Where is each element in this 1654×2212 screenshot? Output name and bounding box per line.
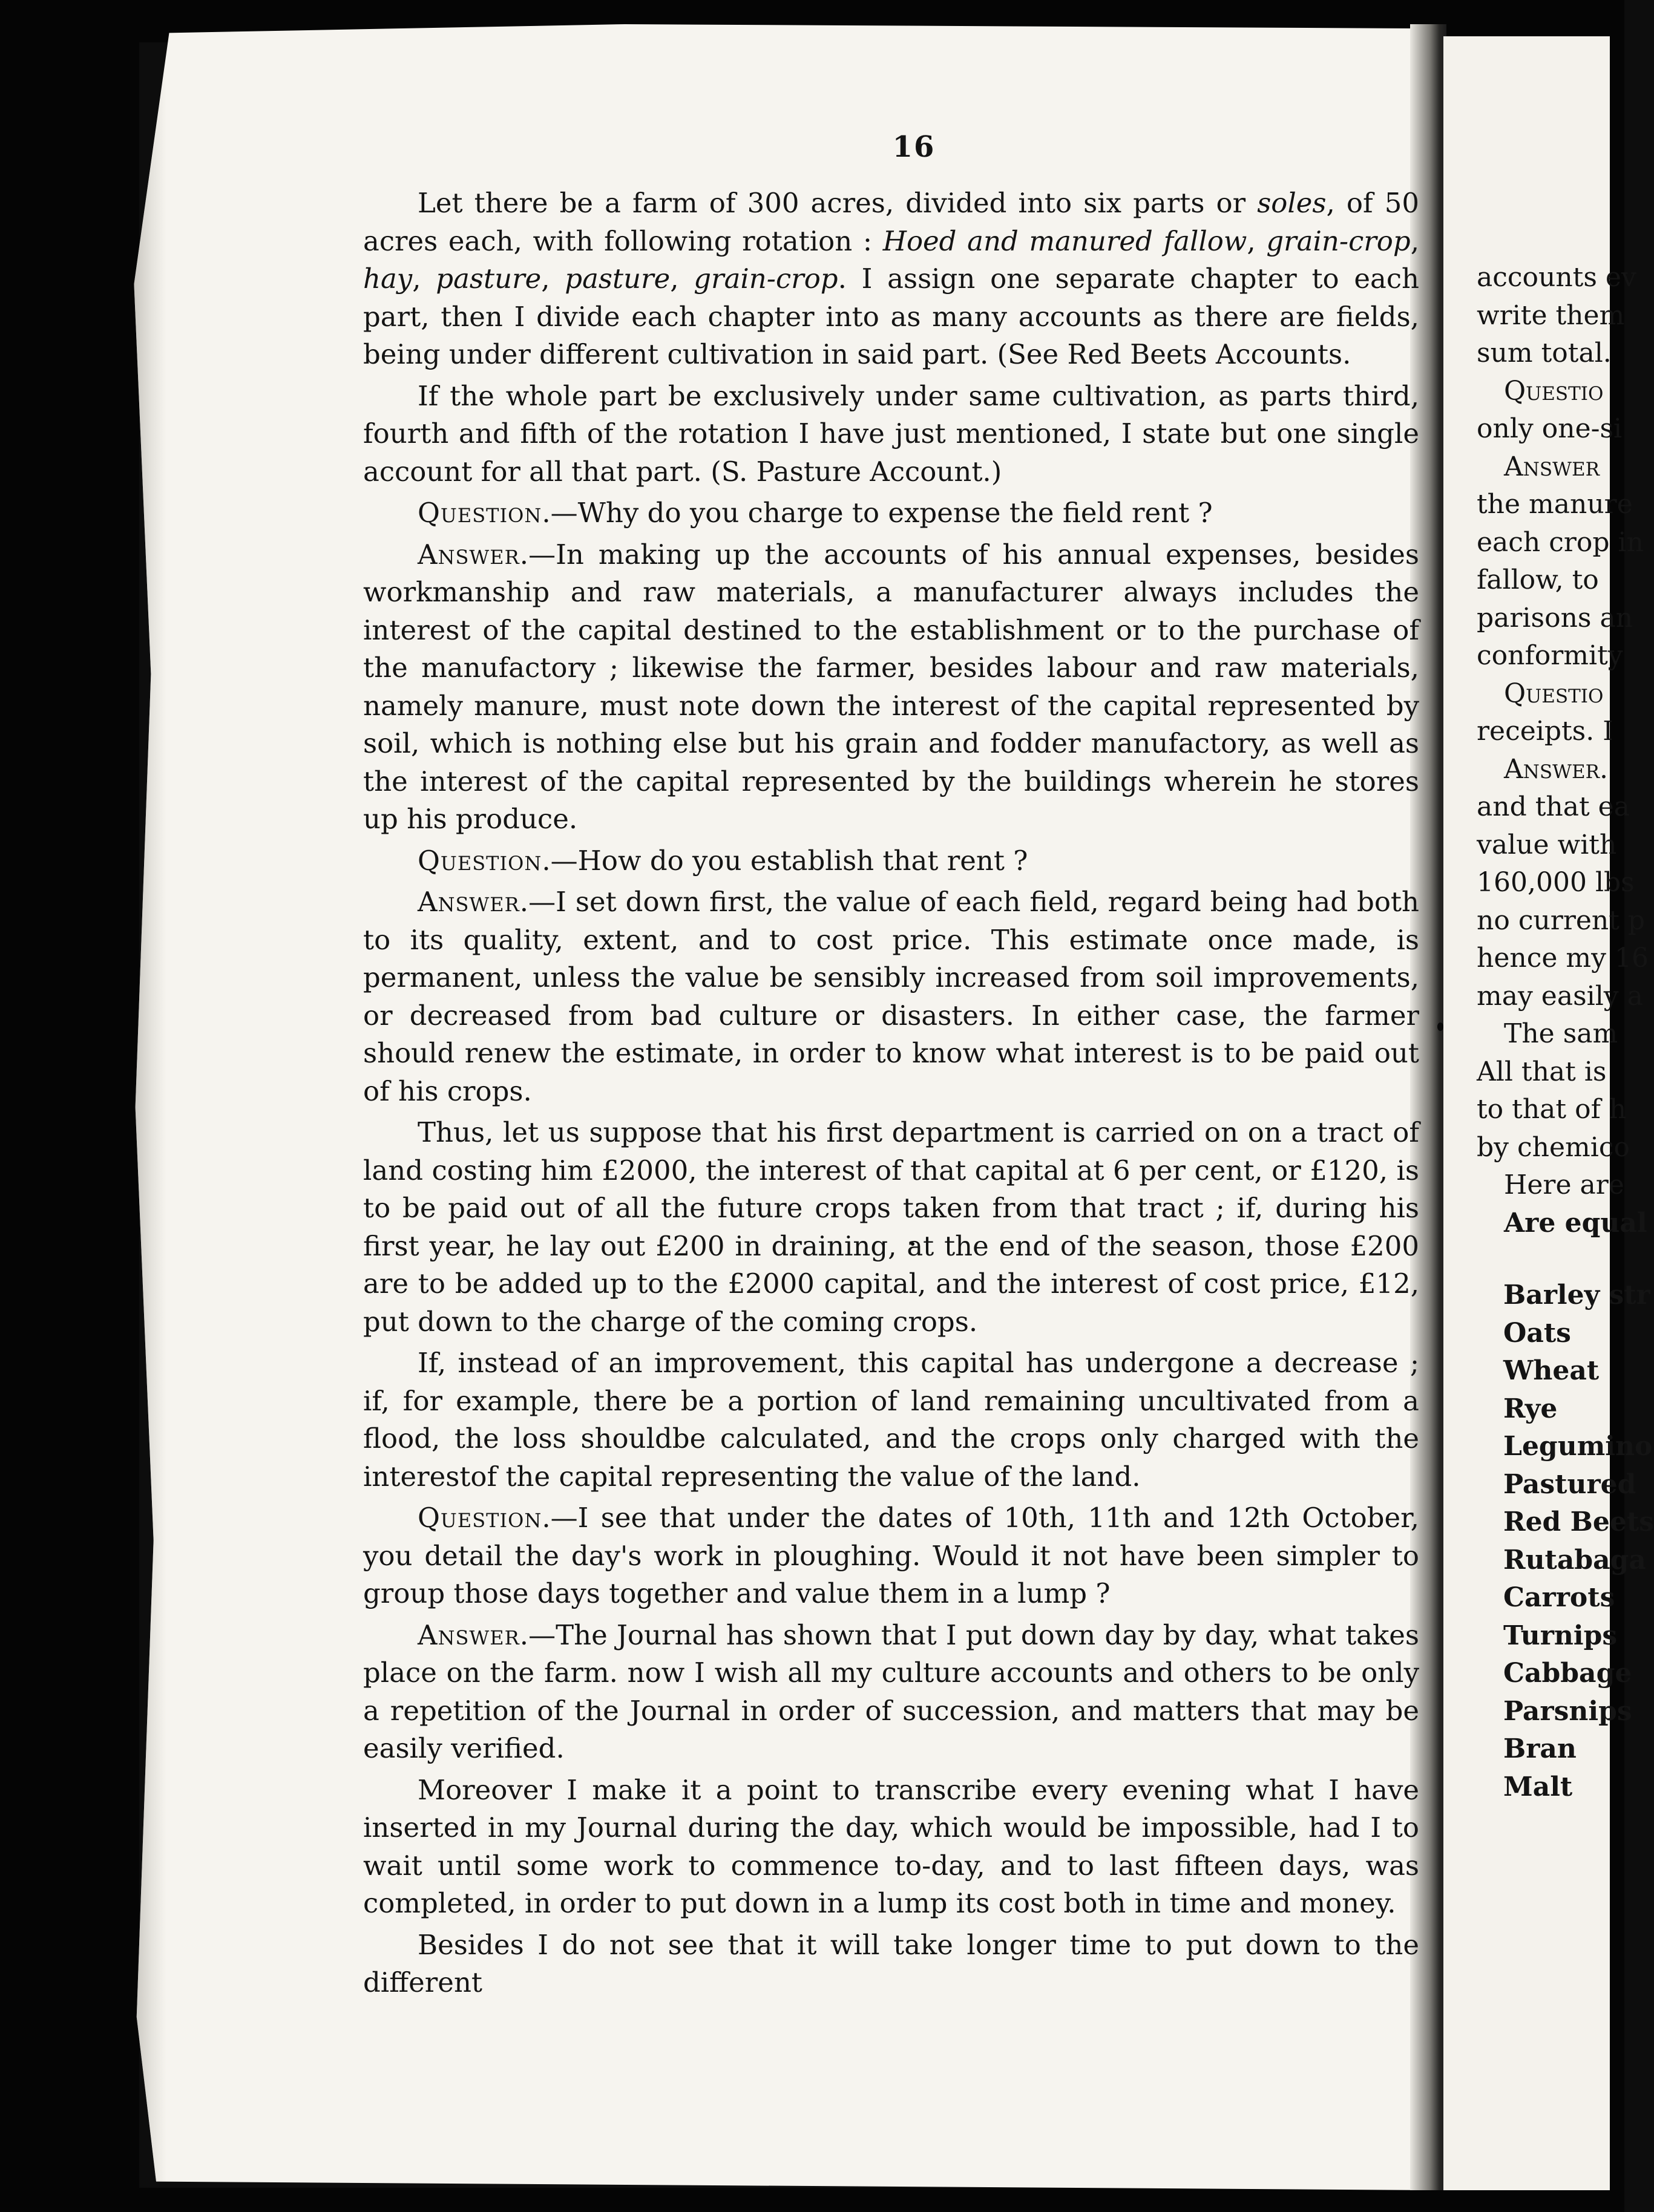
paragraph	[363, 1926, 1419, 2002]
feed-list-item: Legumino	[1503, 1431, 1653, 1462]
scan-border-left	[0, 0, 139, 2212]
italic-term: pasture	[565, 263, 671, 295]
right-page-line: no current p	[1477, 905, 1646, 936]
italic-term: pasture	[436, 263, 542, 295]
speaker-label: Question	[418, 497, 542, 529]
text-run: .—I set down first, the value of each field, regard being had both to its quality, extent, and to cost price. This estimate once made, is permanent, unless the value be sensibly increased from soil improvements, or decreased from bad culture or disasters. In either case, the farmer should renew the estimate, in order to know what interest is to be paid out of his crops.	[363, 886, 1419, 1107]
feed-list-item: Oats	[1503, 1317, 1571, 1349]
main-text-column	[363, 185, 1419, 2002]
feed-list-item: Wheat	[1503, 1355, 1600, 1386]
italic-term: soles	[1257, 187, 1327, 219]
text-run: ,	[541, 263, 565, 295]
feed-list-item: Parsnips	[1503, 1695, 1632, 1727]
feed-list-item: Pastured	[1503, 1468, 1636, 1500]
right-page-feed-list	[1503, 1277, 1654, 1806]
ink-speck	[1437, 1023, 1443, 1031]
paragraph	[363, 378, 1419, 491]
text-run: If, instead of an improvement, this capital has undergone a decrease ; if, for example, there be a portion of land remaining uncultivated from a flood, the loss shouldbe calculated, and the crops only charged with the interestof the capital representing the value of the land.	[363, 1347, 1419, 1493]
feed-list-item: Turnips	[1503, 1620, 1618, 1651]
italic-term: hay	[363, 263, 413, 295]
text-run: Moreover I make it a point to transcribe every evening what I have inserted in my Journal during the day, which would be impossible, had I to wait until some work to commence to-day, and to last fifteen days, was completed, in order to put down in a lump its cost both in time and money.	[363, 1773, 1419, 1919]
text-run: .—In making up the accounts of his annual expenses, besides workmanship and raw materials, a manufacturer always includes the interest of the capital destined to the establishment or to the purchase of the manufactory ; likewise the farmer, besides labour and raw materials, namely manure, must note down the interest of the capital represented by soil, which is nothing else but his grain and fodder manufactory, as well as the interest of the capital represented by the buildings wherein he stores up his produce.	[363, 538, 1419, 835]
right-page-line: Answer	[1504, 451, 1600, 482]
text-run: ,	[412, 263, 436, 295]
paragraph	[363, 1499, 1419, 1613]
paragraph	[363, 1772, 1419, 1923]
text-run: Let there be a farm of 300 acres, divided into six parts or	[418, 187, 1258, 219]
right-page-line: fallow, to	[1477, 564, 1599, 595]
right-page-line: Are equal	[1504, 1207, 1647, 1239]
right-page-line: the manure	[1477, 489, 1633, 520]
right-page-line: Questio	[1504, 375, 1604, 407]
speaker-label: Question	[418, 1502, 542, 1534]
speaker-label: Answer	[418, 1618, 520, 1651]
right-page-line: hence my 16	[1477, 943, 1649, 973]
right-page-line: write them	[1477, 299, 1625, 331]
speaker-label: Answer	[418, 886, 520, 918]
right-page-line: 160,000 lbs	[1477, 867, 1635, 898]
right-page-line: receipts. I	[1477, 716, 1613, 747]
text-run: Besides I do not see that it will take longer time to put down to the different	[363, 1928, 1419, 1998]
paragraph	[363, 883, 1419, 1110]
right-page-line: sum total.	[1477, 338, 1612, 368]
feed-list-item: Red Beets	[1503, 1507, 1654, 1537]
right-page-line: accounts ev	[1477, 262, 1636, 293]
text-run: , of 50 acres each, with following rotation :	[363, 187, 1419, 257]
right-page-line: by chemico	[1477, 1131, 1630, 1163]
speaker-label: Answer	[418, 538, 520, 571]
paragraph	[363, 536, 1419, 839]
right-page-line: may easily a	[1477, 980, 1643, 1012]
page-number: 16	[892, 130, 936, 164]
speaker-label: Question	[418, 844, 542, 877]
right-page-line: The sam	[1504, 1018, 1618, 1049]
paragraph	[363, 1344, 1419, 1496]
feed-list-item: Carrots	[1503, 1582, 1615, 1613]
paragraph	[363, 842, 1419, 880]
paragraph	[363, 185, 1419, 374]
text-run: .—How do you establish that rent ?	[542, 844, 1028, 877]
feed-list-item: Malt	[1503, 1771, 1573, 1802]
right-page-line: conformity	[1477, 640, 1623, 671]
feed-list-item: Cabbage	[1503, 1658, 1632, 1689]
feed-list-item: Rutabaga	[1503, 1544, 1646, 1576]
feed-list-item: Barley str	[1503, 1280, 1650, 1311]
paragraph	[363, 1617, 1419, 1768]
right-page-line: All that is	[1477, 1056, 1607, 1087]
right-page-line: Answer.	[1504, 753, 1608, 785]
text-run: . I assign one separate chapter to each part, then I divide each chapter into as many accounts as there are fields, being under different cultivation in said part. (See Red Beets Accounts.	[363, 263, 1420, 370]
text-run: ,	[1410, 224, 1419, 257]
text-run: If the whole part be exclusively under same cultivation, as parts third, fourth and fifth of the rotation I have just mentioned, I state but one single account for all that part. (S. Pasture Account.)	[363, 379, 1419, 488]
italic-term: grain-crop	[1266, 224, 1411, 257]
feed-list-item: Bran	[1503, 1733, 1577, 1764]
right-page-line: parisons an	[1477, 602, 1633, 633]
italic-term: Hoed and manured fallow	[882, 224, 1247, 257]
right-page-line: value with	[1477, 829, 1617, 860]
right-page-line: each crop in	[1477, 526, 1644, 558]
right-page-line: only one-si	[1477, 413, 1623, 444]
scan-border-bottom	[0, 2188, 1624, 2212]
right-page-text	[1477, 259, 1649, 1242]
paragraph	[363, 1114, 1419, 1341]
paragraph	[363, 494, 1419, 532]
right-page-line: Questio	[1504, 678, 1604, 709]
text-run: Thus, let us suppose that his first department is carried on on a tract of land costing him £2000, the interest of that capital at 6 per cent, or £120, is to be paid out of all the future crops taken from that tract ; if, during his first year, he lay out £200 in draining, at the end of the season, those £200 are to be added up to the £2000 capital, and the interest of cost price, £12, put down to the charge of the coming crops.	[363, 1116, 1419, 1338]
italic-term: grain-crop	[694, 263, 838, 295]
feed-list-item: Rye	[1503, 1393, 1558, 1424]
text-run: ,	[670, 263, 694, 295]
text-run: .—I see that under the dates of 10th, 11th and 12th October, you detail the day's work in ploughing. Would it not have been simpler to group those days together and value them in a lump ?	[363, 1502, 1419, 1609]
text-run: ,	[1247, 224, 1267, 257]
right-page-line: to that of h	[1477, 1094, 1627, 1125]
right-page-line: and that ea	[1477, 791, 1630, 822]
text-run: .—Why do you charge to expense the field rent ?	[542, 497, 1213, 529]
right-page-line: Here are	[1504, 1170, 1624, 1200]
text-run: .—The Journal has shown that I put down day by day, what takes place on the farm. now I wish all my culture accounts and others to be only a repetition of the Journal in order of succession, and matters that may be easily verified.	[363, 1618, 1419, 1764]
